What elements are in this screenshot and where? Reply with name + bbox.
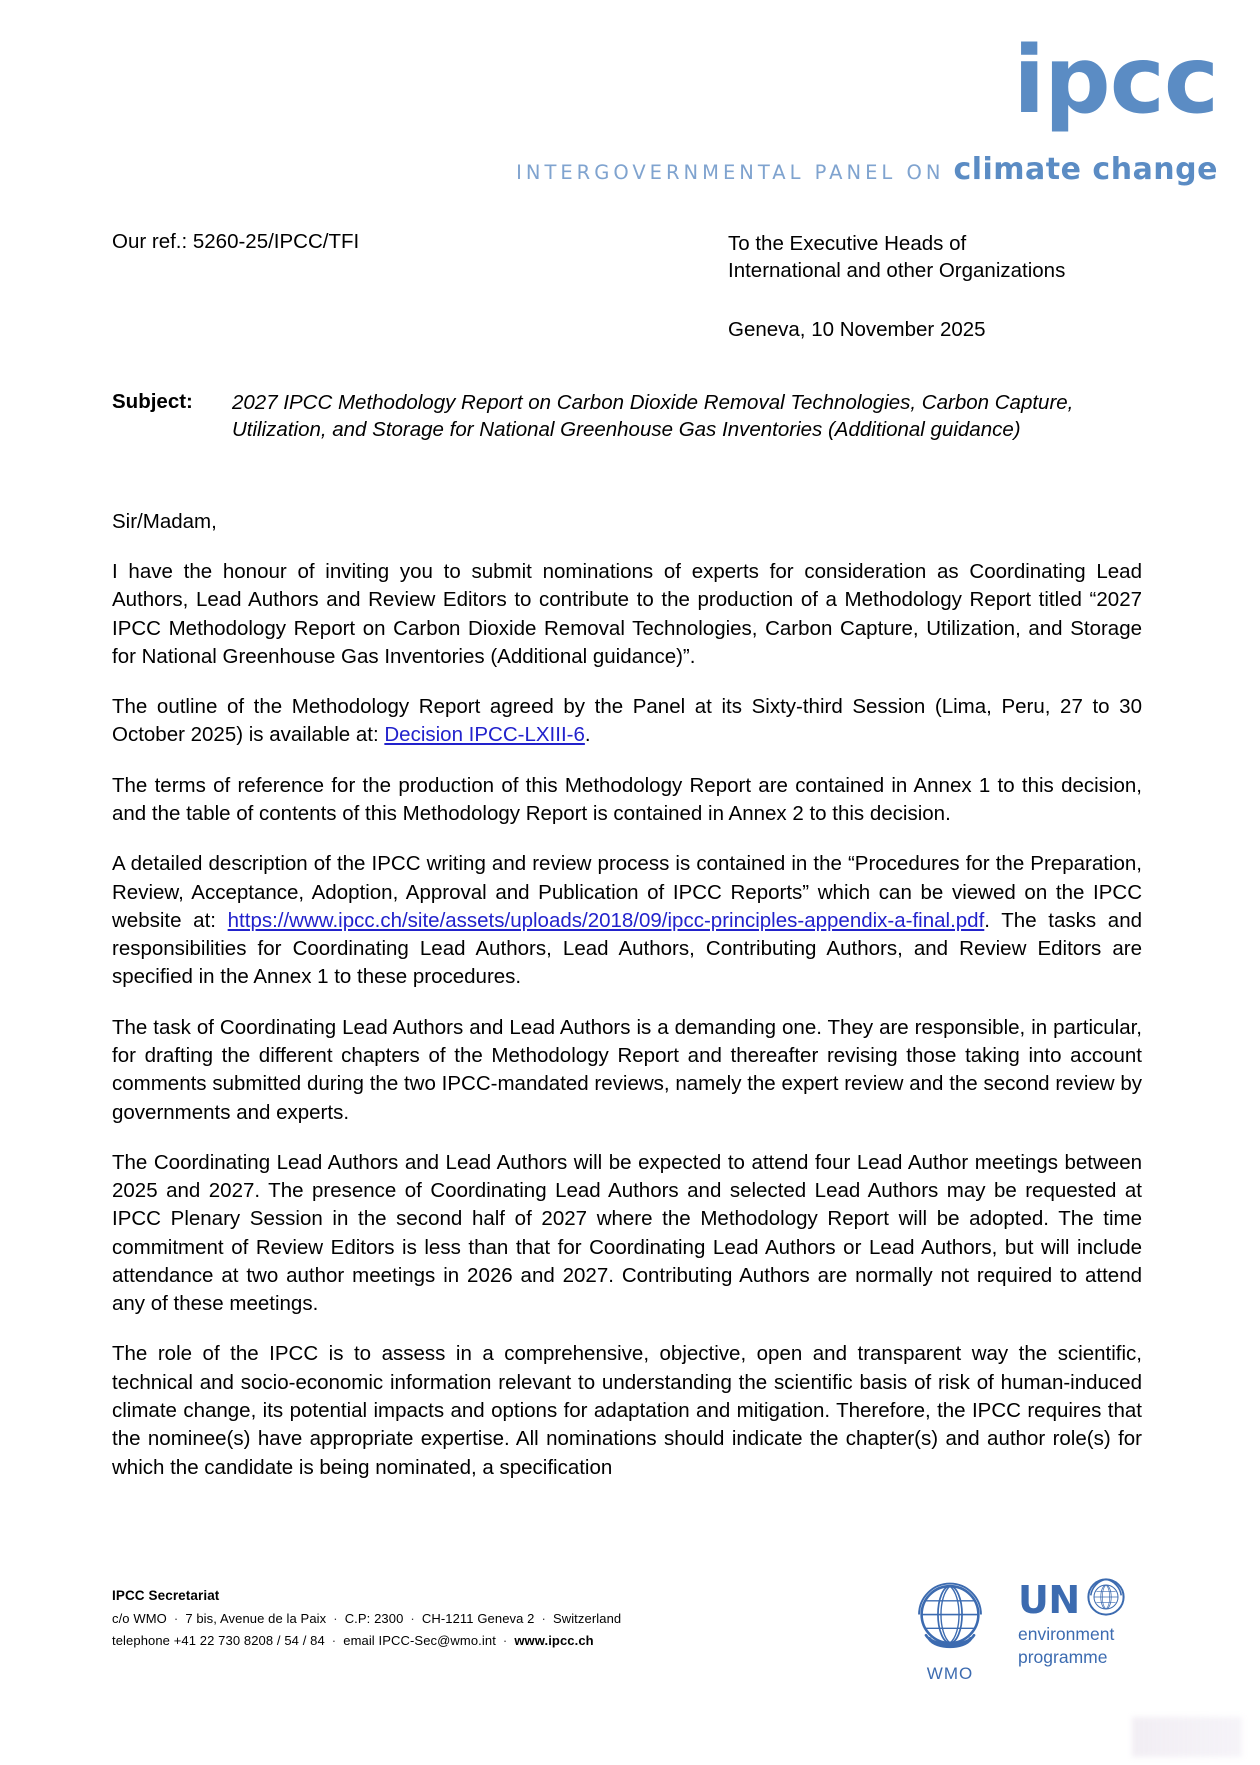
ipcc-wordmark: ipcc bbox=[1013, 26, 1218, 134]
un-wordmark: UN bbox=[1018, 1577, 1080, 1622]
ipcc-tagline-left: INTERGOVERNMENTAL PANEL ON bbox=[516, 161, 945, 184]
footer-telephone-value: +41 22 730 8208 / 54 / 84 bbox=[173, 1633, 325, 1649]
paragraph-3: The terms of reference for the production of this Methodology Report are contained in Annex 1 to this decision, and the table of contents of this Methodology Report is contained in Annex 2 to this decision. bbox=[112, 773, 1142, 825]
addressee-line-1: To the Executive Heads of bbox=[728, 232, 967, 255]
footer-address bbox=[112, 1608, 621, 1631]
footer-address-part-3: CH-1211 Geneva 2 bbox=[421, 1610, 535, 1626]
subject-text: 2027 IPCC Methodology Report on Carbon Dioxide Removal Technologies, Carbon Capture, Utilization, and Storage for National Greenhouse Gas Inventories (Additional guidance) bbox=[232, 391, 1074, 441]
paragraph-4 bbox=[112, 850, 1142, 991]
footer-telephone-label: telephone bbox=[112, 1633, 171, 1649]
ipcc-tagline-right: climate change bbox=[953, 152, 1218, 187]
footer-email-value: IPCC-Sec@wmo.int bbox=[378, 1633, 496, 1649]
paragraph-2-text-before: The outline of the Methodology Report agreed by the Panel at its Sixty-third Session (Lima, Peru, 27 to 30 October 2025) is available at: bbox=[112, 695, 1142, 747]
footer-contact-block bbox=[112, 1584, 621, 1653]
un-logo-top bbox=[1018, 1577, 1126, 1622]
wmo-label: WMO bbox=[926, 1664, 974, 1683]
ipcc-principles-appendix-link[interactable]: https://www.ipcc.ch/site/assets/uploads/2018/09/ipcc-principles-appendix-a-final.pdf bbox=[227, 908, 985, 932]
footer-email-label: email bbox=[343, 1633, 375, 1649]
footer-separator: · bbox=[333, 1610, 338, 1626]
footer-address-part-4: Switzerland bbox=[552, 1610, 622, 1626]
footer-address-part-0: c/o WMO bbox=[112, 1610, 167, 1626]
paragraph-4-text-after: . The tasks and responsibilities for Coordinating Lead Authors, Lead Authors, Contributing Authors, and Review Editors are specified in the Annex 1 to these procedures. bbox=[112, 908, 1142, 989]
ipcc-tagline bbox=[516, 152, 1218, 187]
letter-body bbox=[112, 558, 1142, 1482]
paragraph-7: The role of the IPCC is to assess in a comprehensive, objective, open and transparent way the scientific, technical and socio-economic information relevant to understanding the scientific basis of risk of human-induced climate change, its potential impacts and options for adaptation and mitigation. Therefore, the IPCC requires that the nominee(s) have appropriate expertise. All nominations should indicate the chapter(s) and author role(s) for which the candidate is being nominated, a specification bbox=[112, 1342, 1142, 1479]
footer-separator: · bbox=[173, 1610, 179, 1626]
paragraph-2 bbox=[112, 693, 1142, 750]
subject-label: Subject: bbox=[112, 390, 193, 413]
addressee-block bbox=[728, 230, 1065, 284]
paragraph-4-text-before: A detailed description of the IPCC writing and review process is contained in the “Procedures for the Preparation, Review, Acceptance, Adoption, Approval and Publication of IPCC Reports” which can be viewed on the IPCC website at: bbox=[112, 852, 1142, 932]
footer-website: www.ipcc.ch bbox=[514, 1633, 594, 1649]
letter-reference: Our ref.: 5260-25/IPCC/TFI bbox=[112, 230, 360, 253]
salutation: Sir/Madam, bbox=[112, 510, 217, 533]
place-and-date: Geneva, 10 November 2025 bbox=[728, 318, 986, 341]
footer-separator: · bbox=[410, 1610, 415, 1626]
paragraph-2-text-after: . bbox=[584, 723, 591, 747]
footer-separator: · bbox=[502, 1633, 508, 1649]
footer-separator: · bbox=[331, 1633, 337, 1649]
un-environment-logo bbox=[1018, 1577, 1126, 1667]
letterhead bbox=[0, 0, 1260, 200]
paragraph-6: The Coordinating Lead Authors and Lead Authors will be expected to attend four Lead Author meetings between 2025 and 2027. The presence of Coordinating Lead Authors and selected Lead Authors may be requested at IPCC Plenary Session in the second half of 2027 where the Methodology Report will be adopted. The time commitment of Review Editors is less than that for Coordinating Lead Authors or Lead Authors, but will include attendance at two author meetings in 2026 and 2027. Contributing Authors are normally not required to attend any of these meetings. bbox=[112, 1150, 1142, 1316]
footer-separator: · bbox=[541, 1610, 546, 1626]
footer-address-part-2: C.P: 2300 bbox=[344, 1610, 404, 1626]
un-sub-line-1: environment bbox=[1018, 1624, 1115, 1644]
un-sub-line-2: programme bbox=[1018, 1646, 1108, 1667]
un-emblem-icon bbox=[1086, 1577, 1126, 1622]
footer-logos bbox=[900, 1575, 1150, 1705]
paragraph-1: I have the honour of inviting you to submit nominations of experts for consideration as Coordinating Lead Authors, Lead Authors and Review Editors to contribute to the production of a Methodology Report titled “2027 IPCC Methodology Report on Carbon Dioxide Removal Technologies, Carbon Capture, Utilization, and Storage for National Greenhouse Gas Inventories (Additional guidance)”. bbox=[112, 560, 1142, 668]
decision-link[interactable]: Decision IPCC-LXIII-6 bbox=[384, 723, 585, 747]
ipcc-logo bbox=[1013, 26, 1218, 134]
wmo-emblem-icon bbox=[907, 1575, 993, 1661]
page-watermark bbox=[1132, 1717, 1242, 1757]
footer-contact bbox=[112, 1630, 621, 1653]
paragraph-5: The task of Coordinating Lead Authors and Lead Authors is a demanding one. They are responsible, in particular, for drafting the different chapters of the Methodology Report and thereafter revising those taking into account comments submitted during the two IPCC-mandated reviews, namely the expert review and the second review by governments and experts. bbox=[112, 1015, 1142, 1124]
addressee-line-2: International and other Organizations bbox=[728, 259, 1066, 283]
footer-organization: IPCC Secretariat bbox=[112, 1588, 220, 1603]
footer-address-part-1: 7 bis, Avenue de la Paix bbox=[185, 1610, 327, 1626]
wmo-logo bbox=[900, 1575, 1000, 1684]
subject-block bbox=[112, 390, 1122, 443]
